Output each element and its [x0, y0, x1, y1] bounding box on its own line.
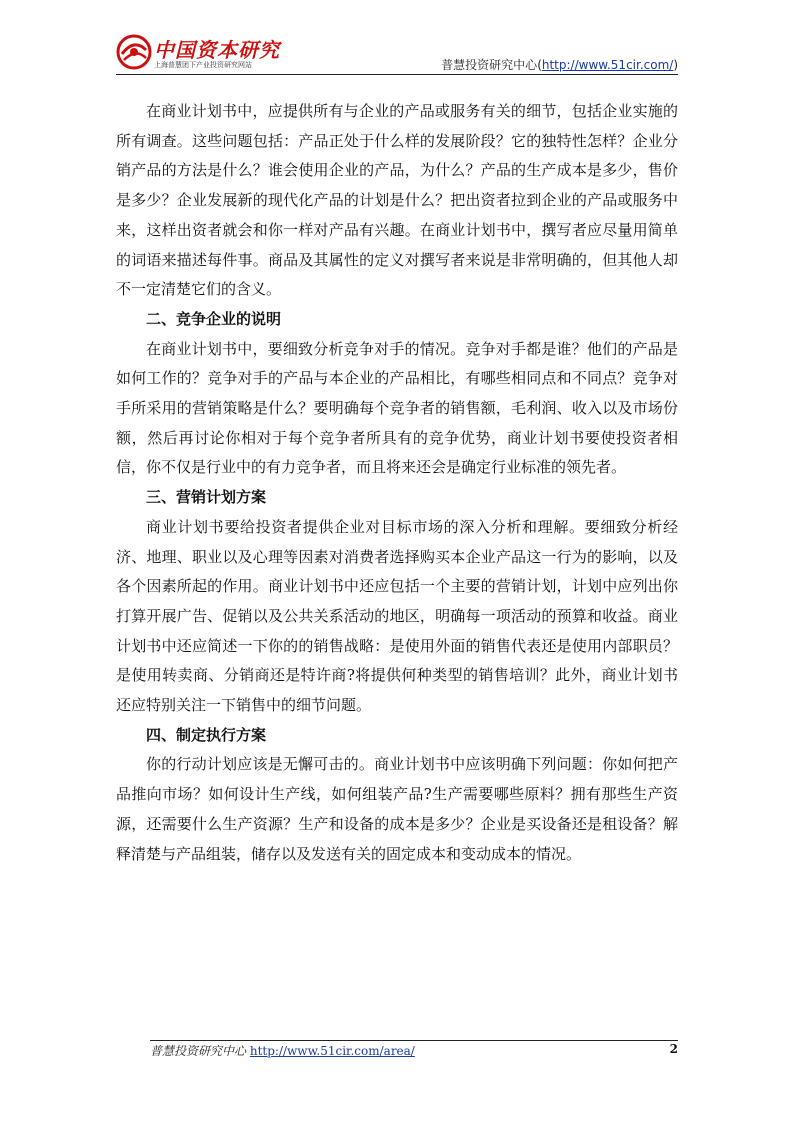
footer-org [150, 1042, 415, 1059]
logo-swirl-icon [116, 34, 152, 70]
page-header [116, 32, 678, 74]
footer-link[interactable]: http://www.51cir.com/area/ [249, 1044, 415, 1058]
header-divider [116, 74, 678, 75]
page-number: 2 [669, 1042, 678, 1056]
logo-subtitle: 上海普慧团下产业投资研究网站 [154, 61, 252, 69]
heading-marketing: 三、营销计划方案 [146, 488, 267, 507]
paragraph-product: 在商业计划书中，应提供所有与企业的产品或服务有关的细节，包括企业实施的所有调查。这些问题包括：产品正处于什么样的发展阶段？它的独特性怎样？企业分销产品的方法是什么？谁会使用企业的产品，为什么？产品的生产成本是多少，售价是多少？企业发展新的现代化产品的计划是什么？把出资者拉到企业的产品或服务中来，这样出资者就会和你一样对产品有兴趣。在商业计划书中，撰写者应尽量用简单的词语来描述每件事。商品及其属性的定义对撰写者来说是非常明确的，但其他人却不一定清楚它们的含义。 [116, 102, 678, 299]
header-org-link[interactable]: http://www.51cir.com/ [541, 58, 674, 72]
document-body [116, 97, 678, 869]
heading-execution: 四、制定执行方案 [146, 725, 267, 744]
logo [116, 32, 316, 72]
paragraph-execution: 你的行动计划应该是无懈可击的。商业计划书中应该明确下列问题：你如何把产品推向市场？如何设计生产线，如何组装产品?生产需要哪些原料？拥有那些生产资源，还需要什么生产资源？生产和设备的成本是多少？企业是买设备还是租设备？解释清楚与产品组装，储存以及发送有关的固定成本和变动成本的情况。 [116, 755, 678, 863]
header-org: 普慧投资研究中心(http://www.51cir.com/) [441, 58, 678, 72]
footer-divider [150, 1040, 678, 1041]
heading-competition: 二、竞争企业的说明 [146, 309, 282, 328]
paragraph-marketing: 商业计划书要给投资者提供企业对目标市场的深入分析和理解。要细致分析经济、地理、职业以及心理等因素对消费者选择购买本企业产品这一行为的影响，以及各个因素所起的作用。商业计划书中还应包括一个主要的营销计划，计划中应列出你打算开展广告、促销以及公共关系活动的地区，明确每一项活动的预算和收益。商业计划书中还应简述一下你的的销售战略：是使用外面的销售代表还是使用内部职员？是使用转卖商、分销商还是特许商?将提供何种类型的销售培训？此外，商业计划书还应特别关注一下销售中的细节问题。 [116, 517, 678, 715]
logo-title: 中国资本研究 [154, 38, 280, 62]
footer-org-name: 普慧投资研究中心 [150, 1044, 247, 1058]
header-org-name: 普慧投资研究中心 [441, 58, 538, 72]
paragraph-competition: 在商业计划书中，要细致分析竞争对手的情况。竞争对手都是谁？他们的产品是如何工作的？竞争对手的产品与本企业的产品相比，有哪些相同点和不同点？竞争对手所采用的营销策略是什么？要明确每个竞争者的销售额，毛利润、收入以及市场份额，然后再讨论你相对于每个竞争者所具有的竞争优势，商业计划书要使投资者相信，你不仅是行业中的有力竞争者，而且将来还会是确定行业标准的领先者。 [116, 339, 678, 477]
